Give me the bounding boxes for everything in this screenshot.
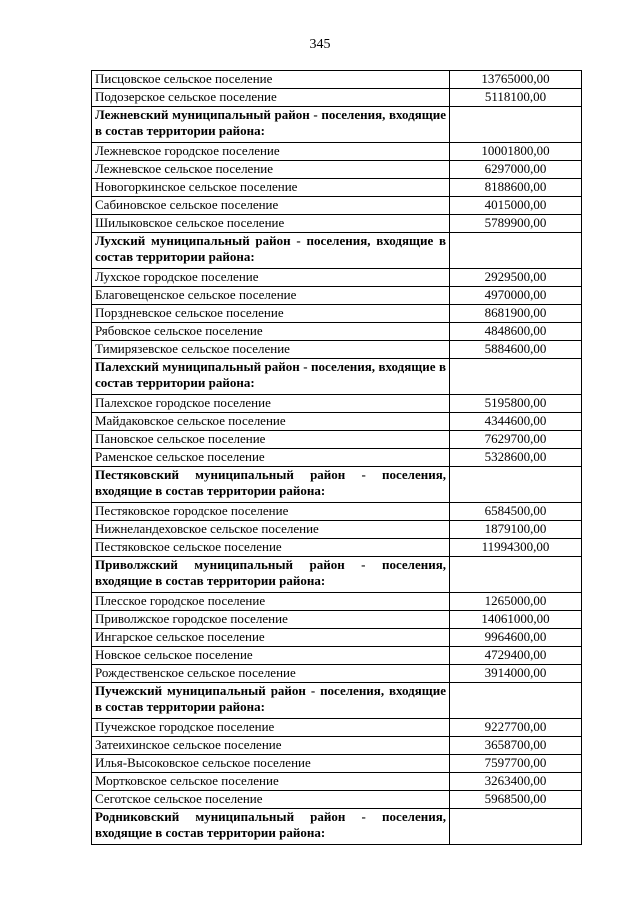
amount-cell: 4015000,00 [450, 197, 582, 215]
table-row [92, 773, 582, 791]
settlement-name-cell: Благовещенское сельское поселение [92, 287, 450, 305]
table-row [92, 179, 582, 197]
amount-cell: 1265000,00 [450, 593, 582, 611]
settlement-name-cell: Порздневское сельское поселение [92, 305, 450, 323]
table-row [92, 737, 582, 755]
district-name-cell: Пестяковский муниципальный район - поселения, входящие в состав территории района: [92, 467, 450, 503]
table-row [92, 539, 582, 557]
table-row [92, 143, 582, 161]
settlement-name-cell: Илья-Высоковское сельское поселение [92, 755, 450, 773]
table-row [92, 449, 582, 467]
table-row [92, 413, 582, 431]
table-row [92, 161, 582, 179]
settlement-name-cell: Рождественское сельское поселение [92, 665, 450, 683]
amount-cell [450, 467, 582, 503]
district-header-row [92, 107, 582, 143]
table-row [92, 593, 582, 611]
amount-cell [450, 233, 582, 269]
settlement-name-cell: Сабиновское сельское поселение [92, 197, 450, 215]
amount-cell: 3914000,00 [450, 665, 582, 683]
table-row [92, 305, 582, 323]
amount-cell: 1879100,00 [450, 521, 582, 539]
settlement-name-cell: Тимирязевское сельское поселение [92, 341, 450, 359]
amount-cell: 13765000,00 [450, 71, 582, 89]
amount-cell: 7597700,00 [450, 755, 582, 773]
settlement-name-cell: Сеготское сельское поселение [92, 791, 450, 809]
amount-cell: 9964600,00 [450, 629, 582, 647]
settlement-name-cell: Пестяковское городское поселение [92, 503, 450, 521]
amount-cell: 8188600,00 [450, 179, 582, 197]
table-row [92, 431, 582, 449]
amount-cell: 3658700,00 [450, 737, 582, 755]
amount-cell [450, 359, 582, 395]
settlement-name-cell: Плесское городское поселение [92, 593, 450, 611]
settlement-name-cell: Затеихинское сельское поселение [92, 737, 450, 755]
amount-cell: 5968500,00 [450, 791, 582, 809]
table-row [92, 395, 582, 413]
district-header-row [92, 683, 582, 719]
table-row [92, 269, 582, 287]
amount-cell: 6297000,00 [450, 161, 582, 179]
amount-cell [450, 557, 582, 593]
amount-cell: 7629700,00 [450, 431, 582, 449]
amount-cell: 8681900,00 [450, 305, 582, 323]
amount-cell: 6584500,00 [450, 503, 582, 521]
amount-cell: 5118100,00 [450, 89, 582, 107]
settlements-budget-table [91, 70, 582, 845]
page-number: 345 [309, 37, 331, 52]
district-name-cell: Приволжский муниципальный район - поселения, входящие в состав территории района: [92, 557, 450, 593]
table-row [92, 521, 582, 539]
district-name-cell: Лежневский муниципальный район - поселения, входящие в состав территории района: [92, 107, 450, 143]
amount-cell: 4729400,00 [450, 647, 582, 665]
table-row [92, 287, 582, 305]
district-header-row [92, 809, 582, 845]
table-row [92, 611, 582, 629]
table-row [92, 197, 582, 215]
table-row [92, 719, 582, 737]
settlement-name-cell: Подозерское сельское поселение [92, 89, 450, 107]
table-row [92, 323, 582, 341]
settlement-name-cell: Лежневское городское поселение [92, 143, 450, 161]
table-row [92, 629, 582, 647]
settlement-name-cell: Новогоркинское сельское поселение [92, 179, 450, 197]
amount-cell: 5884600,00 [450, 341, 582, 359]
district-header-row [92, 233, 582, 269]
settlement-name-cell: Рябовское сельское поселение [92, 323, 450, 341]
amount-cell: 5789900,00 [450, 215, 582, 233]
settlement-name-cell: Нижнеландеховское сельское поселение [92, 521, 450, 539]
settlement-name-cell: Пучежское городское поселение [92, 719, 450, 737]
amount-cell [450, 683, 582, 719]
settlement-name-cell: Майдаковское сельское поселение [92, 413, 450, 431]
amount-cell: 5328600,00 [450, 449, 582, 467]
settlement-name-cell: Мортковское сельское поселение [92, 773, 450, 791]
settlement-name-cell: Лежневское сельское поселение [92, 161, 450, 179]
table-row [92, 71, 582, 89]
district-header-row [92, 467, 582, 503]
table-row [92, 791, 582, 809]
table-row [92, 215, 582, 233]
amount-cell: 14061000,00 [450, 611, 582, 629]
settlement-name-cell: Новское сельское поселение [92, 647, 450, 665]
table-row [92, 755, 582, 773]
settlement-name-cell: Ингарское сельское поселение [92, 629, 450, 647]
amount-cell: 4848600,00 [450, 323, 582, 341]
table-row [92, 341, 582, 359]
amount-cell [450, 107, 582, 143]
settlement-name-cell: Пестяковское сельское поселение [92, 539, 450, 557]
amount-cell [450, 809, 582, 845]
amount-cell: 3263400,00 [450, 773, 582, 791]
settlement-name-cell: Палехское городское поселение [92, 395, 450, 413]
settlement-name-cell: Приволжское городское поселение [92, 611, 450, 629]
amount-cell: 11994300,00 [450, 539, 582, 557]
settlement-name-cell: Шилыковское сельское поселение [92, 215, 450, 233]
district-name-cell: Лухский муниципальный район - поселения, входящие в состав территории района: [92, 233, 450, 269]
district-header-row [92, 359, 582, 395]
amount-cell: 5195800,00 [450, 395, 582, 413]
settlement-name-cell: Пановское сельское поселение [92, 431, 450, 449]
amount-cell: 9227700,00 [450, 719, 582, 737]
amount-cell: 4970000,00 [450, 287, 582, 305]
settlement-name-cell: Писцовское сельское поселение [92, 71, 450, 89]
district-name-cell: Пучежский муниципальный район - поселения, входящие в состав территории района: [92, 683, 450, 719]
district-header-row [92, 557, 582, 593]
table-row [92, 647, 582, 665]
table-row [92, 89, 582, 107]
table-body [92, 71, 582, 845]
amount-cell: 10001800,00 [450, 143, 582, 161]
settlement-name-cell: Лухское городское поселение [92, 269, 450, 287]
table-row [92, 665, 582, 683]
amount-cell: 2929500,00 [450, 269, 582, 287]
district-name-cell: Родниковский муниципальный район - поселения, входящие в состав территории района: [92, 809, 450, 845]
district-name-cell: Палехский муниципальный район - поселения, входящие в состав территории района: [92, 359, 450, 395]
settlement-name-cell: Раменское сельское поселение [92, 449, 450, 467]
amount-cell: 4344600,00 [450, 413, 582, 431]
table-row [92, 503, 582, 521]
